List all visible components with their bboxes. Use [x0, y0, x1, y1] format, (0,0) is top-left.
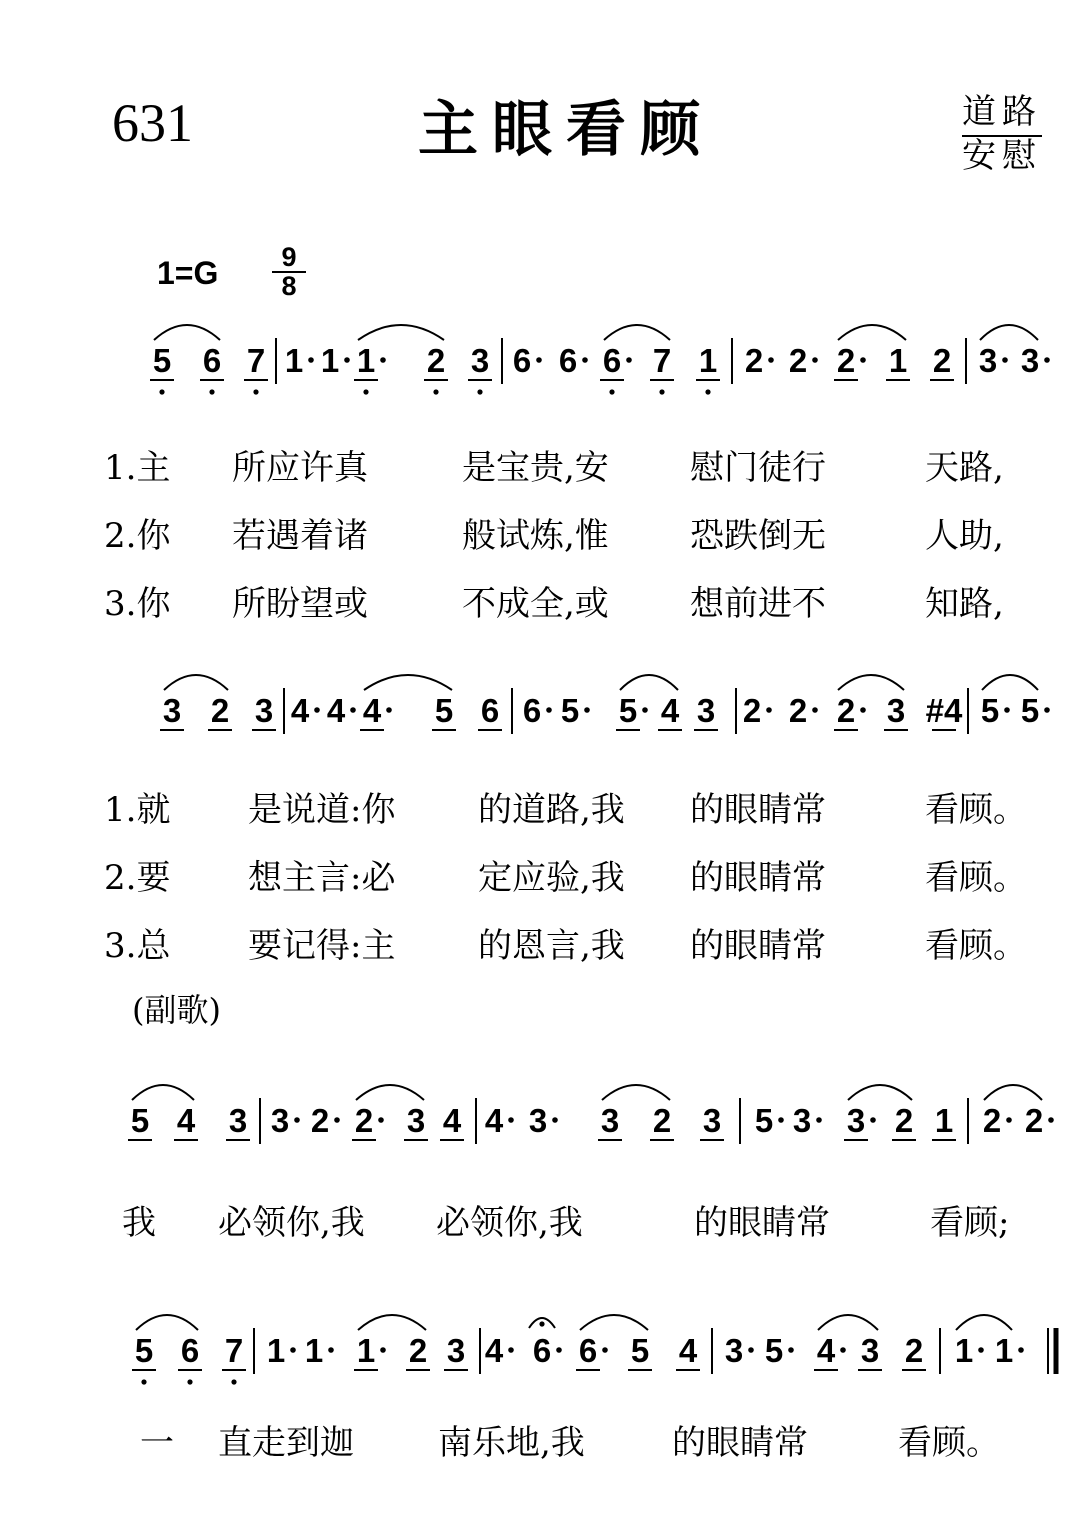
- note: 2: [894, 1102, 914, 1139]
- time-signature: [272, 244, 306, 300]
- note: 2: [742, 692, 762, 729]
- lyric-2-3-3: 的恩言,我: [478, 926, 625, 966]
- duration-dot: [386, 707, 392, 713]
- duration-dot: [1004, 707, 1010, 713]
- note: 3: [860, 1332, 880, 1369]
- slur: [164, 675, 228, 690]
- music-staff-4: [0, 1300, 1088, 1410]
- hymn-number: 631: [112, 93, 193, 153]
- duration-dot: [626, 357, 632, 363]
- duration-dot: [294, 1117, 300, 1123]
- note: 3: [600, 1102, 620, 1139]
- slur: [604, 325, 670, 340]
- duration-dot: [1044, 357, 1050, 363]
- lyric-2-1-1: 1.就: [104, 790, 171, 830]
- note: 2: [904, 1332, 924, 1369]
- note: 3: [270, 1102, 290, 1139]
- note: 1: [356, 1332, 376, 1369]
- duration-dot: [1044, 707, 1050, 713]
- duration-dot: [350, 707, 356, 713]
- slur: [838, 675, 904, 690]
- duration-dot: [378, 1117, 384, 1123]
- note: 2: [932, 342, 952, 379]
- note: 1: [994, 1332, 1014, 1369]
- lower-octave-dot: [477, 389, 482, 394]
- lower-octave-dot: [187, 1379, 192, 1384]
- note: 3: [528, 1102, 548, 1139]
- lyric-1-1-4: 慰门徒行: [690, 448, 826, 488]
- note: 2: [788, 692, 808, 729]
- note: 5: [560, 692, 580, 729]
- slur: [580, 1315, 648, 1330]
- duration-dot: [552, 1117, 558, 1123]
- lyric-2-3-4: 的眼睛常: [690, 926, 826, 966]
- duration-dot: [328, 1347, 334, 1353]
- slur: [602, 1085, 670, 1100]
- music-staff-3: [0, 1070, 1088, 1180]
- note: 1: [304, 1332, 324, 1369]
- duration-dot: [380, 357, 386, 363]
- lyric-1-3-2: 所盼望或: [232, 584, 368, 624]
- note: 2: [310, 1102, 330, 1139]
- note: 2: [1024, 1102, 1044, 1139]
- slur: [848, 1085, 912, 1100]
- category-top: 道路: [962, 84, 1042, 137]
- note: 4: [176, 1102, 196, 1139]
- note: 3: [162, 692, 182, 729]
- note: 6: [558, 342, 578, 379]
- note: 7: [246, 342, 266, 379]
- note: 2: [836, 342, 856, 379]
- lyric-1-2-5: 人助,: [925, 516, 1004, 556]
- note: 6: [180, 1332, 200, 1369]
- duration-dot: [290, 1347, 296, 1353]
- lyric-1-1-1: 1.主: [104, 448, 171, 488]
- lyric-3-1-3: 必领你,我: [436, 1203, 583, 1243]
- duration-dot: [1048, 1117, 1054, 1123]
- note: 6: [578, 1332, 598, 1369]
- music-staff-2: [0, 660, 1088, 770]
- duration-dot: [1002, 357, 1008, 363]
- slur: [356, 1085, 424, 1100]
- duration-dot: [308, 357, 314, 363]
- lyric-2-2-5: 看顾。: [925, 858, 1027, 898]
- note: 5: [630, 1332, 650, 1369]
- note: 2: [652, 1102, 672, 1139]
- music-staff-1: [0, 310, 1088, 420]
- note: 3: [254, 692, 274, 729]
- duration-dot: [748, 1347, 754, 1353]
- duration-dot: [778, 1117, 784, 1123]
- slur: [620, 675, 678, 690]
- note: 6: [480, 692, 500, 729]
- lyric-2-2-2: 想主言:必: [248, 858, 396, 898]
- note: 5: [754, 1102, 774, 1139]
- lower-octave-dot: [209, 389, 214, 394]
- duration-dot: [334, 1117, 340, 1123]
- lower-octave-dot: [609, 389, 614, 394]
- note: 1: [284, 342, 304, 379]
- note: 6: [512, 342, 532, 379]
- note: 2: [408, 1332, 428, 1369]
- chorus-label: (副歌): [132, 991, 221, 1029]
- lyric-2-1-3: 的道路,我: [478, 790, 625, 830]
- lyric-1-3-3: 不成全,或: [462, 584, 609, 624]
- duration-dot: [344, 357, 350, 363]
- note: 3: [470, 342, 490, 379]
- lyric-2-1-4: 的眼睛常: [690, 790, 826, 830]
- note: 4: [484, 1332, 504, 1369]
- lyric-3-1-2: 必领你,我: [218, 1203, 365, 1243]
- lyric-4-1-2: 直走到迦: [218, 1423, 354, 1463]
- slur: [364, 675, 452, 690]
- note: 5: [130, 1102, 150, 1139]
- note: 1: [934, 1102, 954, 1139]
- lyric-1-2-1: 2.你: [104, 516, 171, 556]
- lyric-1-2-2: 若遇着诸: [232, 516, 368, 556]
- duration-dot: [788, 1347, 794, 1353]
- duration-dot: [546, 707, 552, 713]
- note: 2: [982, 1102, 1002, 1139]
- duration-dot: [812, 357, 818, 363]
- lyric-1-1-5: 天路,: [925, 448, 1004, 488]
- note: 3: [792, 1102, 812, 1139]
- slur: [982, 675, 1038, 690]
- lower-octave-dot: [659, 389, 664, 394]
- lyric-4-1-3: 南乐地,我: [438, 1423, 585, 1463]
- note: 4: [660, 692, 680, 729]
- slur: [358, 1315, 426, 1330]
- note: 2: [210, 692, 230, 729]
- lyric-2-3-2: 要记得:主: [248, 926, 396, 966]
- duration-dot: [602, 1347, 608, 1353]
- lyric-3-1-1: 我: [122, 1203, 156, 1243]
- note: 5: [434, 692, 454, 729]
- note: 4: [678, 1332, 698, 1369]
- lyric-3-1-4: 的眼睛常: [694, 1203, 830, 1243]
- duration-dot: [642, 707, 648, 713]
- note: 3: [1020, 342, 1040, 379]
- note: 2: [788, 342, 808, 379]
- note: 1: [320, 342, 340, 379]
- note: 1: [954, 1332, 974, 1369]
- lyric-2-2-3: 定应验,我: [478, 858, 625, 898]
- note: 4: [484, 1102, 504, 1139]
- note: 3: [886, 692, 906, 729]
- duration-dot: [766, 707, 772, 713]
- time-signature-numerator: 9: [272, 244, 306, 273]
- duration-dot: [816, 1117, 822, 1123]
- note: 4: [816, 1332, 836, 1369]
- slur: [358, 325, 444, 340]
- duration-dot: [314, 707, 320, 713]
- duration-dot: [768, 357, 774, 363]
- lyric-2-1-5: 看顾。: [925, 790, 1027, 830]
- duration-dot: [508, 1117, 514, 1123]
- category-bottom: 安慰: [962, 136, 1042, 176]
- duration-dot: [870, 1117, 876, 1123]
- slur: [132, 1085, 194, 1100]
- note: 3: [406, 1102, 426, 1139]
- lyric-1-2-4: 恐跌倒无: [690, 516, 826, 556]
- note: 4: [362, 692, 382, 729]
- note: 3: [978, 342, 998, 379]
- note: 2: [744, 342, 764, 379]
- note: 5: [152, 342, 172, 379]
- slur: [984, 1085, 1042, 1100]
- slur: [818, 1315, 878, 1330]
- duration-dot: [1006, 1117, 1012, 1123]
- lower-octave-dot: [141, 1379, 146, 1384]
- note: 6: [532, 1332, 552, 1369]
- lower-octave-dot: [253, 389, 258, 394]
- note: 5: [134, 1332, 154, 1369]
- duration-dot: [380, 1347, 386, 1353]
- lyric-1-2-3: 般试炼,惟: [462, 516, 609, 556]
- note: 5: [618, 692, 638, 729]
- lower-octave-dot: [433, 389, 438, 394]
- note: 1: [888, 342, 908, 379]
- hymn-title: 主眼看顾: [418, 95, 714, 165]
- note: 3: [228, 1102, 248, 1139]
- note: 1: [356, 342, 376, 379]
- lower-octave-dot: [231, 1379, 236, 1384]
- note: 1: [698, 342, 718, 379]
- note: 5: [1020, 692, 1040, 729]
- note: 2: [354, 1102, 374, 1139]
- note: 3: [446, 1332, 466, 1369]
- lower-octave-dot: [363, 389, 368, 394]
- note: 4: [290, 692, 310, 729]
- lyric-2-2-4: 的眼睛常: [690, 858, 826, 898]
- duration-dot: [508, 1347, 514, 1353]
- note: 3: [702, 1102, 722, 1139]
- note: 2: [836, 692, 856, 729]
- slur: [154, 325, 220, 340]
- duration-dot: [536, 357, 542, 363]
- lower-octave-dot: [705, 389, 710, 394]
- time-signature-denominator: 8: [281, 271, 297, 301]
- slur: [136, 1315, 198, 1330]
- note: 1: [266, 1332, 286, 1369]
- note: 3: [696, 692, 716, 729]
- duration-dot: [584, 707, 590, 713]
- key-signature: 1=G: [157, 255, 219, 291]
- slur: [838, 325, 906, 340]
- lyric-3-1-5: 看顾;: [930, 1203, 1010, 1243]
- note: 6: [202, 342, 222, 379]
- note: 4: [326, 692, 346, 729]
- lower-octave-dot: [159, 389, 164, 394]
- note: 5: [980, 692, 1000, 729]
- duration-dot: [860, 707, 866, 713]
- note: 3: [846, 1102, 866, 1139]
- lyric-1-3-1: 3.你: [104, 584, 171, 624]
- duration-dot: [860, 357, 866, 363]
- fermata-dot: [539, 1321, 544, 1326]
- duration-dot: [1018, 1347, 1024, 1353]
- lyric-1-1-2: 所应许真: [232, 448, 368, 488]
- note: #4: [925, 692, 963, 729]
- lyric-4-1-5: 看顾。: [898, 1423, 1000, 1463]
- lyric-1-1-3: 是宝贵,安: [462, 448, 609, 488]
- lyric-4-1-4: 的眼睛常: [672, 1423, 808, 1463]
- note: 5: [764, 1332, 784, 1369]
- note: 7: [652, 342, 672, 379]
- slur: [956, 1315, 1012, 1330]
- duration-dot: [840, 1347, 846, 1353]
- slur: [980, 325, 1038, 340]
- duration-dot: [812, 707, 818, 713]
- lyric-2-3-1: 3.总: [104, 926, 171, 966]
- lyric-1-3-5: 知路,: [925, 584, 1004, 624]
- lyric-2-3-5: 看顾。: [925, 926, 1027, 966]
- lyric-4-1-1: 一: [140, 1423, 174, 1463]
- lyric-2-2-1: 2.要: [104, 858, 171, 898]
- duration-dot: [978, 1347, 984, 1353]
- note: 6: [602, 342, 622, 379]
- note: 3: [724, 1332, 744, 1369]
- note: 2: [426, 342, 446, 379]
- note: 6: [522, 692, 542, 729]
- lyric-2-1-2: 是说道:你: [248, 790, 396, 830]
- duration-dot: [556, 1347, 562, 1353]
- duration-dot: [582, 357, 588, 363]
- note: 7: [224, 1332, 244, 1369]
- note: 4: [442, 1102, 462, 1139]
- lyric-1-3-4: 想前进不: [690, 584, 826, 624]
